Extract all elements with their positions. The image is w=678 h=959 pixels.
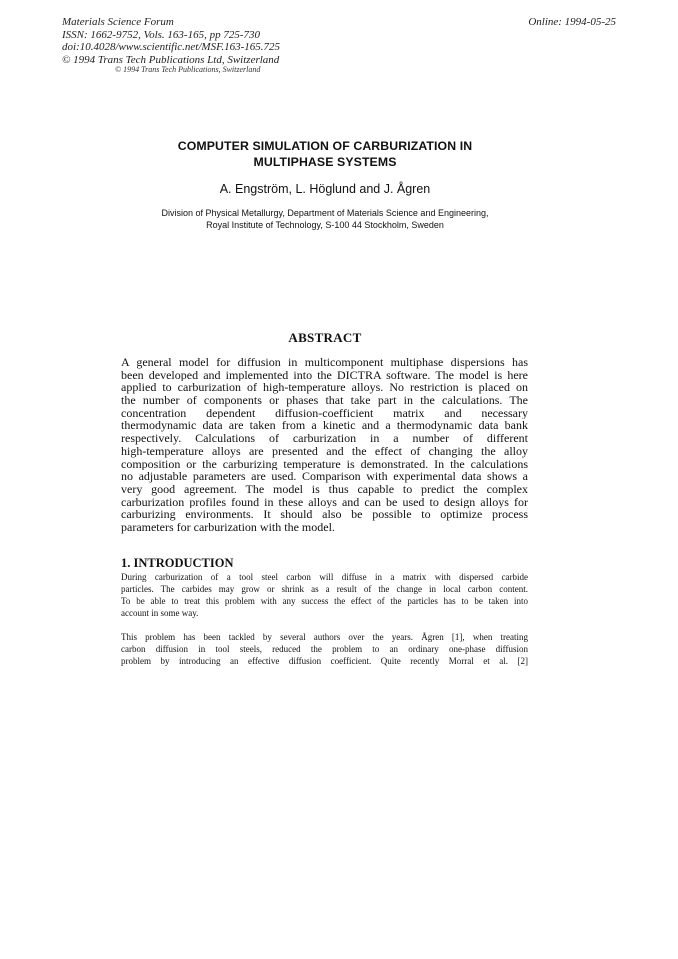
abstract-line: concentration dependent diffusion-coefficient matrix and necessary xyxy=(121,406,528,420)
abstract-body xyxy=(121,356,528,534)
title-line: MULTIPHASE SYSTEMS xyxy=(253,154,397,169)
online-date: Online: 1994-05-25 xyxy=(528,16,616,28)
introduction-paragraph xyxy=(121,571,528,619)
journal-issn: ISSN: 1662-9752, Vols. 163-165, pp 725-730 xyxy=(62,28,260,41)
affiliation-line: Royal Institute of Technology, S-100 44 Stockholm, Sweden xyxy=(206,220,444,230)
journal-info xyxy=(62,16,280,66)
paper-title xyxy=(100,139,550,170)
journal-copyright: © 1994 Trans Tech Publications Ltd, Switzerland xyxy=(62,53,280,66)
abstract-line: respectively. Calculations of carburization in a number of different xyxy=(121,432,528,445)
paragraph-line: During carburization of a tool steel carbon will diffuse in a matrix with dispersed carbide xyxy=(121,572,528,582)
abstract-line: carburizing environments. It should also be possible to optimize process xyxy=(121,508,528,521)
copyright-stamp: © 1994 Trans Tech Publications, Switzerland xyxy=(115,65,261,74)
abstract-line: thermodynamic data are taken from a kinetic and a thermodynamic data bank xyxy=(121,419,528,433)
abstract-line: applied to carburization of high-temperature alloys. No restriction is placed on xyxy=(121,381,528,395)
abstract-line: carburization profiles found in these alloys and can be used to design alloys for xyxy=(121,495,528,509)
paragraph-line: account in some way. xyxy=(121,608,199,618)
title-line: COMPUTER SIMULATION OF CARBURIZATION IN xyxy=(177,139,473,153)
paragraph-line: particles. The carbides may grow or shrink as a result of the change in local carbon content. xyxy=(121,584,528,594)
abstract-line: A general model for diffusion in multicomponent multiphase dispersions has xyxy=(121,356,528,369)
affiliation-line: Division of Physical Metallurgy, Department of Materials Science and Engineering, xyxy=(161,208,489,218)
abstract-line: very good agreement. The model is thus capable to predict the complex xyxy=(121,482,528,496)
paragraph-line: This problem has been tackled by several authors over the years. Ågren [1], when treating xyxy=(121,632,528,642)
abstract-line: the number of components or phases that take part in the calculations. The xyxy=(121,394,528,407)
paragraph-line: carbon diffusion in tool steels, reduced the problem to an ordinary one-phase diffusion xyxy=(121,644,528,654)
abstract-line: been developed and implemented into the DICTRA software. The model is here xyxy=(121,368,528,382)
introduction-paragraph xyxy=(121,631,528,667)
abstract-line: no adjustable parameters are used. Comparison with experimental data shows a xyxy=(121,470,528,483)
section-heading-introduction: 1. INTRODUCTION xyxy=(121,556,234,570)
paragraph-line: To be able to treat this problem with any success the effect of the particles has to be taken into xyxy=(121,596,528,606)
journal-name: Materials Science Forum xyxy=(62,16,174,28)
paragraph-line: problem by introducing an effective diffusion coefficient. Quite recently Morral et al. [2] xyxy=(121,656,528,666)
journal-doi: doi:10.4028/www.scientific.net/MSF.163-165.725 xyxy=(62,41,281,53)
abstract-line: parameters for carburization with the model. xyxy=(121,520,335,534)
abstract-line: composition or the carburizing temperature is demonstrated. In the calculations xyxy=(121,457,528,471)
affiliation xyxy=(80,207,570,231)
authors: A. Engström, L. Höglund and J. Ågren xyxy=(219,182,431,196)
abstract-heading: ABSTRACT xyxy=(288,330,362,345)
abstract-line: high-temperature alloys are presented and the effect of changing the alloy xyxy=(121,444,528,458)
